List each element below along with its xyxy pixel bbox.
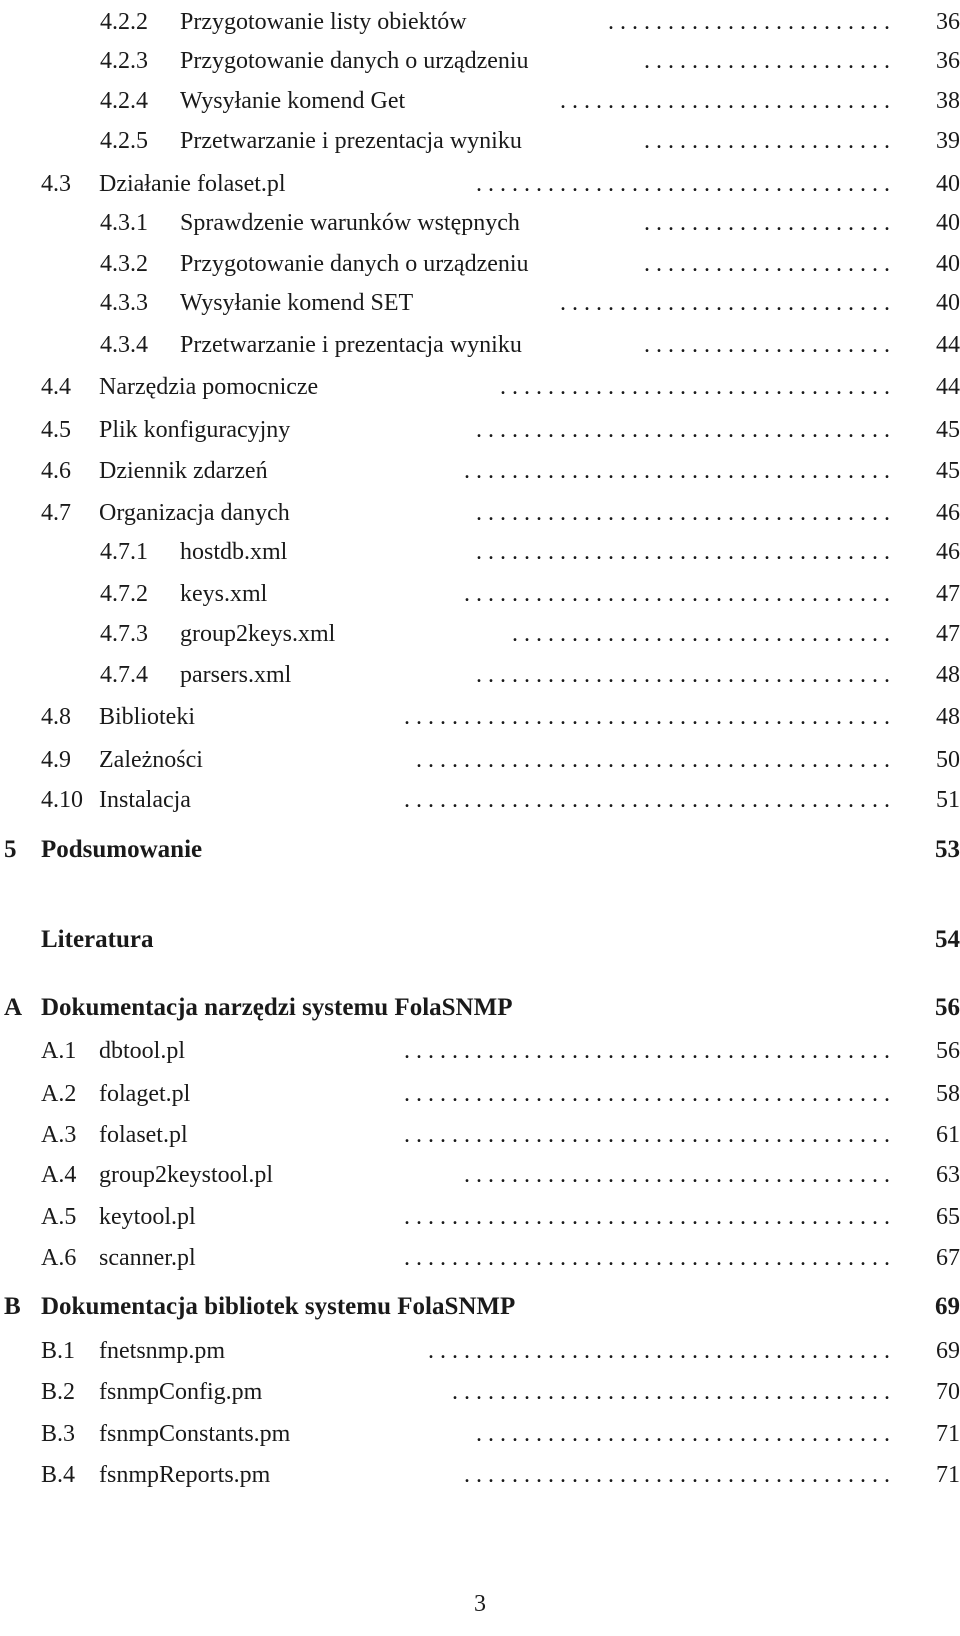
- toc-entry[interactable]: [0, 1115, 960, 1155]
- toc-entry-number: A.4: [41, 1162, 77, 1188]
- toc-entry-page: 54: [935, 926, 960, 953]
- toc-dot-leader: . . . . . . . . . . . . . . . . . . . . .: [644, 251, 890, 277]
- toc-entry-title: Dziennik zdarzeń: [99, 458, 268, 484]
- toc-entry[interactable]: [0, 367, 960, 407]
- toc-entry[interactable]: [0, 410, 960, 450]
- toc-dot-leader: . . . . . . . . . . . . . . . . . . . . . . . . . . . . . . . . . . . . . . . . .: [404, 1122, 890, 1148]
- toc-entry[interactable]: [0, 41, 960, 81]
- toc-entry-page: 69: [936, 1338, 960, 1364]
- toc-entry-page: 36: [936, 48, 960, 74]
- toc-dot-leader: . . . . . . . . . . . . . . . . . . . . . . . . . . . . . . . . . . . . . . . . .: [404, 1204, 890, 1230]
- toc-entry-page: 45: [936, 417, 960, 443]
- toc-entry-title: Instalacja: [99, 787, 191, 813]
- toc-dot-leader: . . . . . . . . . . . . . . . . . . . . . . . . . . . . . . . . . . .: [476, 662, 890, 688]
- toc-entry-title: Narzędzia pomocnicze: [99, 374, 319, 400]
- toc-entry-number: 4.4: [41, 374, 71, 400]
- toc-entry-page: 71: [936, 1421, 960, 1447]
- toc-entry-number: B.2: [41, 1379, 76, 1405]
- toc-entry-number: B: [4, 1293, 21, 1320]
- toc-dot-leader: . . . . . . . . . . . . . . . . . . . . . . . . . . . . . . . . . . . .: [464, 458, 890, 484]
- toc-entry-page: 40: [936, 171, 960, 197]
- toc-entry-number: 4.10: [41, 787, 83, 813]
- toc-dot-leader: . . . . . . . . . . . . . . . . . . . . . . . .: [608, 9, 890, 35]
- toc-dot-leader: . . . . . . . . . . . . . . . . . . . . . . . . . . . . . . . . . . .: [476, 417, 890, 443]
- toc-entry-number: 4.3.3: [100, 290, 148, 316]
- toc-entry-number: 4.3.1: [100, 210, 148, 236]
- toc-entry[interactable]: [0, 203, 960, 243]
- toc-dot-leader: . . . . . . . . . . . . . . . . . . . . . . . . . . . . . . . . . . . .: [464, 581, 890, 607]
- toc-entry-page: 63: [936, 1162, 960, 1188]
- toc-dot-leader: . . . . . . . . . . . . . . . . . . . . . . . . . . . . . . . . . . .: [476, 500, 890, 526]
- toc-entry[interactable]: [0, 532, 960, 572]
- toc-entry-number: A.3: [41, 1122, 77, 1148]
- toc-entry-number: A.5: [41, 1204, 77, 1230]
- toc-entry-number: 4.3.4: [100, 332, 148, 358]
- toc-entry-title: Biblioteki: [99, 704, 195, 730]
- toc-entry-number: A.2: [41, 1081, 77, 1107]
- toc-entry[interactable]: [0, 1372, 960, 1412]
- toc-entry[interactable]: [0, 614, 960, 654]
- toc-entry[interactable]: [0, 81, 960, 121]
- toc-entry-number: 5: [4, 836, 17, 863]
- toc-entry-title: Wysyłanie komend Get: [180, 88, 406, 114]
- toc-dot-leader: . . . . . . . . . . . . . . . . . . . . . . . . . . . . . . . . . . . . .: [452, 1379, 890, 1405]
- toc-entry[interactable]: [0, 574, 960, 614]
- toc-dot-leader: . . . . . . . . . . . . . . . . . . . . . . . . . . . . . . . . .: [500, 374, 890, 400]
- toc-entry-page: 40: [936, 290, 960, 316]
- toc-entry-title: Dokumentacja narzędzi systemu FolaSNMP: [41, 994, 513, 1021]
- toc-entry-number: 4.3.2: [100, 251, 148, 277]
- toc-entry[interactable]: [0, 697, 960, 737]
- toc-entry-title: Przygotowanie danych o urządzeniu: [180, 251, 529, 277]
- toc-entry-number: 4.2.5: [100, 128, 148, 154]
- toc-entry-number: A: [4, 994, 23, 1021]
- toc-entry-page: 70: [936, 1379, 960, 1405]
- toc-dot-leader: . . . . . . . . . . . . . . . . . . . . . . . . . . . . . . . . . . .: [476, 171, 890, 197]
- toc-entry-number: 4.7.1: [100, 539, 148, 565]
- toc-chapter-entry[interactable]: [0, 988, 960, 1028]
- toc-chapter-entry[interactable]: [0, 830, 960, 870]
- toc-dot-leader: . . . . . . . . . . . . . . . . . . . . . . . . . . . . . . . . . . . . . . . . .: [404, 1081, 890, 1107]
- toc-entry-page: 40: [936, 251, 960, 277]
- toc-entry[interactable]: [0, 1455, 960, 1495]
- toc-entry-page: 61: [936, 1122, 960, 1148]
- toc-entry-title: fnetsnmp.pm: [99, 1338, 225, 1364]
- toc-entry-page: 51: [936, 787, 960, 813]
- toc-chapter-entry[interactable]: [0, 1287, 960, 1327]
- toc-entry-title: keys.xml: [180, 581, 268, 607]
- toc-entry-title: Wysyłanie komend SET: [180, 290, 414, 316]
- toc-entry[interactable]: [0, 1197, 960, 1237]
- toc-entry-title: scanner.pl: [99, 1245, 196, 1271]
- toc-entry-title: fsnmpConstants.pm: [99, 1421, 291, 1447]
- toc-entry-number: 4.7: [41, 500, 71, 526]
- toc-entry-title: keytool.pl: [99, 1204, 196, 1230]
- toc-entry[interactable]: [0, 325, 960, 365]
- page-number: 3: [474, 1591, 486, 1617]
- toc-entry-page: 69: [935, 1293, 960, 1320]
- toc-entry[interactable]: [0, 451, 960, 491]
- toc-entry-title: folaget.pl: [99, 1081, 191, 1107]
- toc-entry[interactable]: [0, 493, 960, 533]
- toc-entry[interactable]: [0, 1031, 960, 1071]
- toc-entry-page: 65: [936, 1204, 960, 1230]
- toc-dot-leader: . . . . . . . . . . . . . . . . . . . . . . . . . . . . . . . . . . . .: [464, 1462, 890, 1488]
- toc-entry[interactable]: [0, 655, 960, 695]
- toc-entry-title: fsnmpConfig.pm: [99, 1379, 263, 1405]
- toc-dot-leader: . . . . . . . . . . . . . . . . . . . . .: [644, 210, 890, 236]
- toc-dot-leader: . . . . . . . . . . . . . . . . . . . . .: [644, 128, 890, 154]
- toc-dot-leader: . . . . . . . . . . . . . . . . . . . . . . . . . . . . . . . . . . . . . . . . .: [404, 787, 890, 813]
- toc-entry-number: 4.7.4: [100, 662, 148, 688]
- toc-entry[interactable]: [0, 780, 960, 820]
- toc-entry-title: folaset.pl: [99, 1122, 188, 1148]
- toc-entry-page: 67: [936, 1245, 960, 1271]
- toc-entry[interactable]: [0, 1414, 960, 1454]
- toc-entry-title: Przetwarzanie i prezentacja wyniku: [180, 128, 522, 154]
- toc-entry-page: 47: [936, 621, 960, 647]
- toc-entry-title: parsers.xml: [180, 662, 292, 688]
- toc-entry-page: 48: [936, 704, 960, 730]
- toc-dot-leader: . . . . . . . . . . . . . . . . . . . . . . . . . . . . . . . . . . . . . . . .: [416, 747, 890, 773]
- toc-entry-page: 56: [935, 994, 960, 1021]
- toc-dot-leader: . . . . . . . . . . . . . . . . . . . . . . . . . . . .: [560, 88, 890, 114]
- toc-entry-number: A.1: [41, 1038, 77, 1064]
- toc-dot-leader: . . . . . . . . . . . . . . . . . . . . . . . . . . . . . . . . . . . . . . .: [428, 1338, 890, 1364]
- toc-entry-page: 44: [936, 374, 960, 400]
- toc-dot-leader: . . . . . . . . . . . . . . . . . . . . . . . . . . . . . . . . . . . . . . . . .: [404, 704, 890, 730]
- toc-entry[interactable]: [0, 1331, 960, 1371]
- toc-entry[interactable]: [0, 740, 960, 780]
- toc-entry-title: Przygotowanie danych o urządzeniu: [180, 48, 529, 74]
- toc-entry[interactable]: [0, 164, 960, 204]
- toc-dot-leader: . . . . . . . . . . . . . . . . . . . . . . . . . . . . . . . . . . .: [476, 539, 890, 565]
- toc-entry-page: 39: [936, 128, 960, 154]
- toc-entry-number: B.1: [41, 1338, 76, 1364]
- toc-dot-leader: . . . . . . . . . . . . . . . . . . . . . . . . . . . . . . . . . . . .: [464, 1162, 890, 1188]
- toc-entry-title: Przetwarzanie i prezentacja wyniku: [180, 332, 522, 358]
- toc-entry-page: 47: [936, 581, 960, 607]
- toc-entry[interactable]: [0, 1238, 960, 1278]
- toc-entry-number: 4.7.3: [100, 621, 148, 647]
- toc-entry-title: Literatura: [41, 926, 154, 953]
- toc-entry-page: 48: [936, 662, 960, 688]
- toc-entry-page: 56: [936, 1038, 960, 1064]
- toc-dot-leader: . . . . . . . . . . . . . . . . . . . . . . . . . . . . . . . . . . .: [476, 1421, 890, 1447]
- toc-entry-page: 58: [936, 1081, 960, 1107]
- toc-entry-number: 4.6: [41, 458, 71, 484]
- toc-entry-title: fsnmpReports.pm: [99, 1462, 271, 1488]
- toc-entry-number: 4.2.2: [100, 9, 148, 35]
- toc-dot-leader: . . . . . . . . . . . . . . . . . . . . . . . . . . . . . . . . . . . . . . . . .: [404, 1038, 890, 1064]
- toc-entry-page: 46: [936, 539, 960, 565]
- toc-entry-title: Zależności: [99, 747, 203, 773]
- toc-entry-title: group2keystool.pl: [99, 1162, 273, 1188]
- toc-entry-number: 4.2.3: [100, 48, 148, 74]
- toc-dot-leader: . . . . . . . . . . . . . . . . . . . . . . . . . . . .: [560, 290, 890, 316]
- toc-entry-number: A.6: [41, 1245, 77, 1271]
- toc-entry-number: 4.5: [41, 417, 71, 443]
- toc-entry-number: 4.9: [41, 747, 71, 773]
- toc-entry-title: Dokumentacja bibliotek systemu FolaSNMP: [41, 1293, 516, 1320]
- toc-entry[interactable]: [0, 283, 960, 323]
- toc-dot-leader: . . . . . . . . . . . . . . . . . . . . .: [644, 48, 890, 74]
- toc-entry-page: 50: [936, 747, 960, 773]
- toc-entry-title: Działanie folaset.pl: [99, 171, 286, 197]
- toc-dot-leader: . . . . . . . . . . . . . . . . . . . . . . . . . . . . . . . .: [512, 621, 890, 647]
- toc-entry-page: 46: [936, 500, 960, 526]
- toc-entry-number: B.4: [41, 1462, 76, 1488]
- toc-entry[interactable]: [0, 121, 960, 161]
- toc-entry-title: group2keys.xml: [180, 621, 336, 647]
- toc-entry-title: Podsumowanie: [41, 836, 203, 863]
- toc-entry-number: B.3: [41, 1421, 76, 1447]
- toc-entry-title: Przygotowanie listy obiektów: [180, 9, 467, 35]
- toc-entry-title: hostdb.xml: [180, 539, 288, 565]
- toc-entry-title: Plik konfiguracyjny: [99, 417, 291, 443]
- toc-entry[interactable]: [0, 1155, 960, 1195]
- toc-entry-page: 53: [935, 836, 960, 863]
- toc-entry-page: 38: [936, 88, 960, 114]
- toc-entry[interactable]: [0, 244, 960, 284]
- toc-entry-number: 4.8: [41, 704, 71, 730]
- toc-dot-leader: . . . . . . . . . . . . . . . . . . . . .: [644, 332, 890, 358]
- toc-entry-page: 44: [936, 332, 960, 358]
- toc-entry-title: Sprawdzenie warunków wstępnych: [180, 210, 520, 236]
- toc-entry-page: 40: [936, 210, 960, 236]
- toc-chapter-entry[interactable]: [0, 920, 960, 960]
- toc-entry-page: 45: [936, 458, 960, 484]
- toc-entry-page: 71: [936, 1462, 960, 1488]
- toc-entry-page: 36: [936, 9, 960, 35]
- toc-dot-leader: . . . . . . . . . . . . . . . . . . . . . . . . . . . . . . . . . . . . . . . . .: [404, 1245, 890, 1271]
- toc-entry-number: 4.3: [41, 171, 71, 197]
- toc-entry[interactable]: [0, 2, 960, 42]
- toc-entry-title: dbtool.pl: [99, 1038, 186, 1064]
- toc-entry-title: Organizacja danych: [99, 500, 290, 526]
- toc-entry-number: 4.2.4: [100, 88, 148, 114]
- toc-entry-number: 4.7.2: [100, 581, 148, 607]
- toc-entry[interactable]: [0, 1074, 960, 1114]
